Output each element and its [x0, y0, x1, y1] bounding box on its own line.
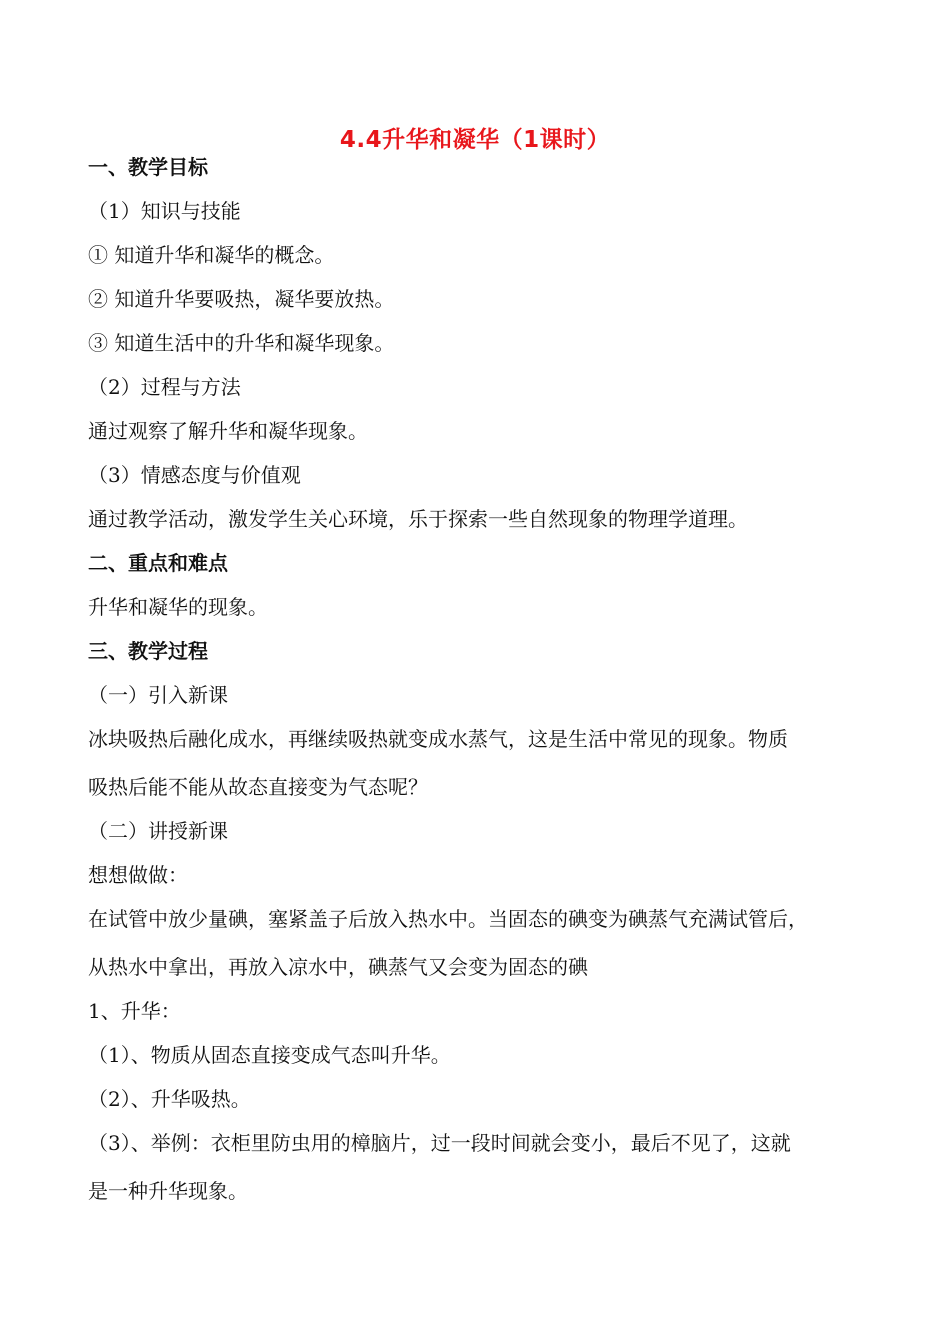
section-heading-process: 三、教学过程	[88, 639, 208, 663]
paragraph: 通过观察了解升华和凝华现象。	[88, 419, 368, 443]
list-item: （2）、升华吸热。	[88, 1087, 251, 1111]
paragraph: 想想做做：	[88, 863, 188, 887]
paragraph: 是一种升华现象。	[88, 1179, 248, 1203]
section-heading-objectives: 一、教学目标	[88, 155, 208, 179]
section-heading-key-points: 二、重点和难点	[88, 551, 228, 575]
list-item: （1）、物质从固态直接变成气态叫升华。	[88, 1043, 451, 1067]
subheading-intro: （一）引入新课	[88, 683, 228, 707]
list-item: （3）、举例：衣柜里防虫用的樟脑片，过一段时间就会变小，最后不见了，这就	[88, 1131, 791, 1155]
paragraph: 在试管中放少量碘，塞紧盖子后放入热水中。当固态的碘变为碘蒸气充满试管后，	[88, 907, 808, 931]
paragraph: 吸热后能不能从故态直接变为气态呢？	[88, 775, 428, 799]
objective-item: ② 知道升华要吸热，凝华要放热。	[88, 287, 395, 311]
objective-item: ① 知道升华和凝华的概念。	[88, 243, 335, 267]
subheading-process: （2）过程与方法	[88, 375, 241, 399]
document-title: 4.4升华和凝华（1课时）	[339, 127, 611, 153]
paragraph: 从热水中拿出，再放入凉水中，碘蒸气又会变为固态的碘	[88, 955, 588, 979]
subheading-attitude: （3）情感态度与价值观	[88, 463, 301, 487]
paragraph: 冰块吸热后融化成水，再继续吸热就变成水蒸气，这是生活中常见的现象。物质	[88, 727, 788, 751]
subheading-knowledge: （1）知识与技能	[88, 199, 241, 223]
paragraph: 通过教学活动，激发学生关心环境，乐于探索一些自然现象的物理学道理。	[88, 507, 748, 531]
paragraph: 升华和凝华的现象。	[88, 595, 268, 619]
objective-item: ③ 知道生活中的升华和凝华现象。	[88, 331, 395, 355]
subheading-sublimation: 1、升华：	[88, 999, 181, 1023]
subheading-lecture: （二）讲授新课	[88, 819, 228, 843]
